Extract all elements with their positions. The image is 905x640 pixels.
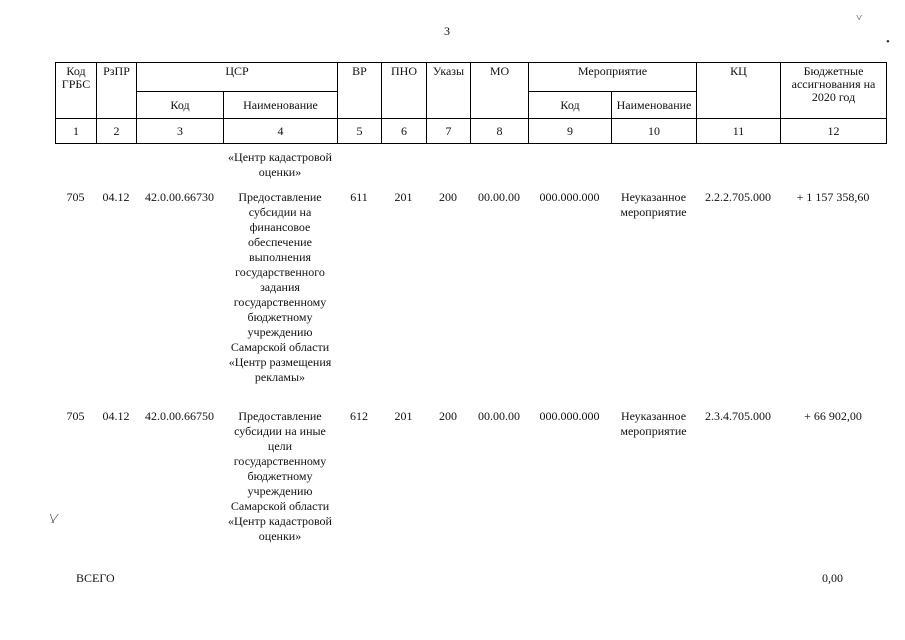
cell-vr: 611 (350, 190, 368, 204)
cell-mer-kod: 000.000.000 (539, 409, 600, 423)
cell-csr-name: Предоставление субсидии на финансовое обеспечение выполнения государственного задания государственному бюджетному учреждению Самарской области «Центр размещения рекламы» (228, 190, 332, 384)
cell-csr-kod: 42.0.00.66750 (145, 409, 214, 423)
header-kod-grbs: Код ГРБС (56, 63, 97, 119)
column-number: 2 (97, 119, 137, 144)
column-number: 7 (427, 119, 471, 144)
continuation-text: «Центр кадастровой оценки» (228, 150, 332, 179)
cell-kc: 2.2.2.705.000 (705, 190, 771, 204)
cell-pno: 201 (394, 190, 413, 204)
cell-amount: + 66 902,00 (804, 409, 862, 423)
page-number: 3 (444, 24, 450, 38)
header-csr-kod: Код (137, 92, 224, 119)
header-ukazy: Указы (427, 63, 471, 119)
scan-mark-dot: • (886, 36, 890, 48)
column-number: 8 (471, 119, 529, 144)
header-pno: ПНО (382, 63, 427, 119)
cell-mer-kod: 000.000.000 (539, 190, 600, 204)
total-label: ВСЕГО (76, 571, 115, 585)
column-number: 9 (529, 119, 612, 144)
budget-table (55, 62, 887, 144)
cell-amount: + 1 157 358,60 (796, 190, 870, 204)
cell-mer-name: Неуказанное мероприятие (620, 409, 687, 438)
header-csr: ЦСР (137, 63, 338, 92)
column-number: 11 (697, 119, 781, 144)
column-number: 12 (781, 119, 887, 144)
header-rzpr: РзПР (97, 63, 137, 119)
header-meropriyatie: Мероприятие (529, 63, 697, 92)
header-mo: МО (471, 63, 529, 119)
cell-mo: 00.00.00 (478, 190, 520, 204)
header-csr-name: Наименование (224, 92, 338, 119)
header-vr: ВР (338, 63, 382, 119)
column-number: 4 (224, 119, 338, 144)
cell-grbs: 705 (66, 409, 85, 423)
header-mer-kod: Код (529, 92, 612, 119)
cell-mer-name: Неуказанное мероприятие (620, 190, 687, 219)
cell-csr-name: Предоставление субсидии на иные цели государственному бюджетному учреждению Самарской области «Центр кадастровой оценки» (228, 409, 332, 543)
cell-csr-kod: 42.0.00.66730 (145, 190, 214, 204)
header-mer-name: Наименование (612, 92, 697, 119)
header-kc: КЦ (697, 63, 781, 119)
cell-vr: 612 (350, 409, 368, 423)
cell-mo: 00.00.00 (478, 409, 520, 423)
cell-rzpr: 04.12 (102, 190, 130, 204)
cell-ukazy: 200 (439, 190, 457, 204)
column-number: 1 (56, 119, 97, 144)
scan-mark-slash: \⁄ (50, 512, 57, 527)
cell-ukazy: 200 (439, 409, 457, 423)
column-number: 5 (338, 119, 382, 144)
column-number: 3 (137, 119, 224, 144)
column-number: 10 (612, 119, 697, 144)
cell-grbs: 705 (66, 190, 85, 204)
scan-mark-tick: ˅ (856, 12, 863, 24)
column-number: 6 (382, 119, 427, 144)
cell-pno: 201 (394, 409, 413, 423)
cell-rzpr: 04.12 (102, 409, 130, 423)
header-budget: Бюджетные ассигнования на 2020 год (781, 63, 887, 119)
cell-kc: 2.3.4.705.000 (705, 409, 771, 423)
total-value: 0,00 (822, 571, 843, 585)
